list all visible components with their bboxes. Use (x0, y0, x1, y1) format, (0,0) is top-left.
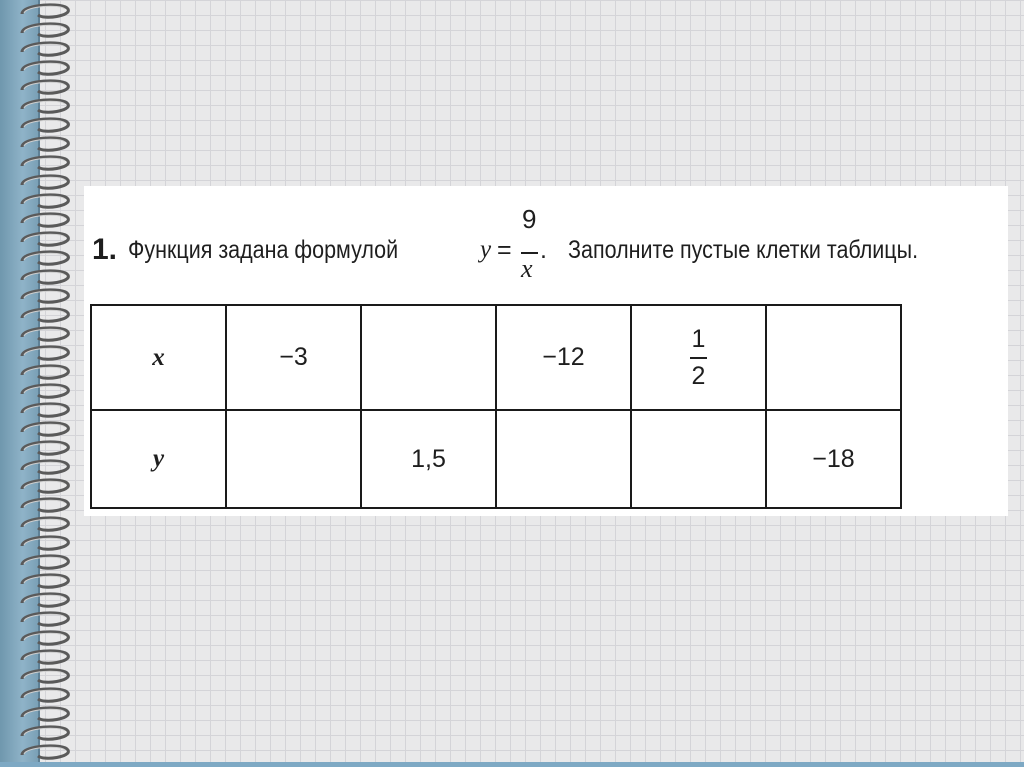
y-cell-1 (226, 410, 361, 508)
formula-lhs: y (480, 236, 492, 263)
task-text-before: Функция задана формулой (128, 236, 399, 264)
formula-period: . (540, 236, 547, 264)
x-cell-2 (361, 305, 496, 410)
formula (480, 204, 550, 282)
x-cell-5 (766, 305, 901, 410)
fraction-numerator: 1 (691, 324, 706, 353)
y-cell-3 (496, 410, 631, 508)
half-fraction (690, 325, 708, 391)
x-label-cell: x (91, 305, 226, 410)
spiral-binding-icon (14, 0, 86, 767)
table-row-x (91, 305, 901, 410)
y-cell-2: 1,5 (361, 410, 496, 508)
y-cell-4 (631, 410, 766, 508)
bottom-strip (0, 762, 1024, 767)
table-row-y (91, 410, 901, 508)
fraction-denominator: 2 (691, 361, 706, 390)
y-label-cell: y (91, 410, 226, 508)
formula-numerator: 9 (522, 204, 537, 234)
task-statement (88, 196, 1004, 283)
x-cell-4 (631, 305, 766, 410)
formula-denominator: x (521, 254, 533, 283)
fraction-line (690, 357, 708, 359)
task-text-after: Заполните пустые клетки таблицы. (568, 236, 919, 264)
task-sheet (84, 186, 1008, 516)
values-table (90, 304, 902, 509)
y-cell-5: −18 (766, 410, 901, 508)
x-cell-3: −12 (496, 305, 631, 410)
x-cell-1: −3 (226, 305, 361, 410)
task-number: 1. (92, 233, 118, 266)
formula-equals: = (497, 236, 512, 264)
